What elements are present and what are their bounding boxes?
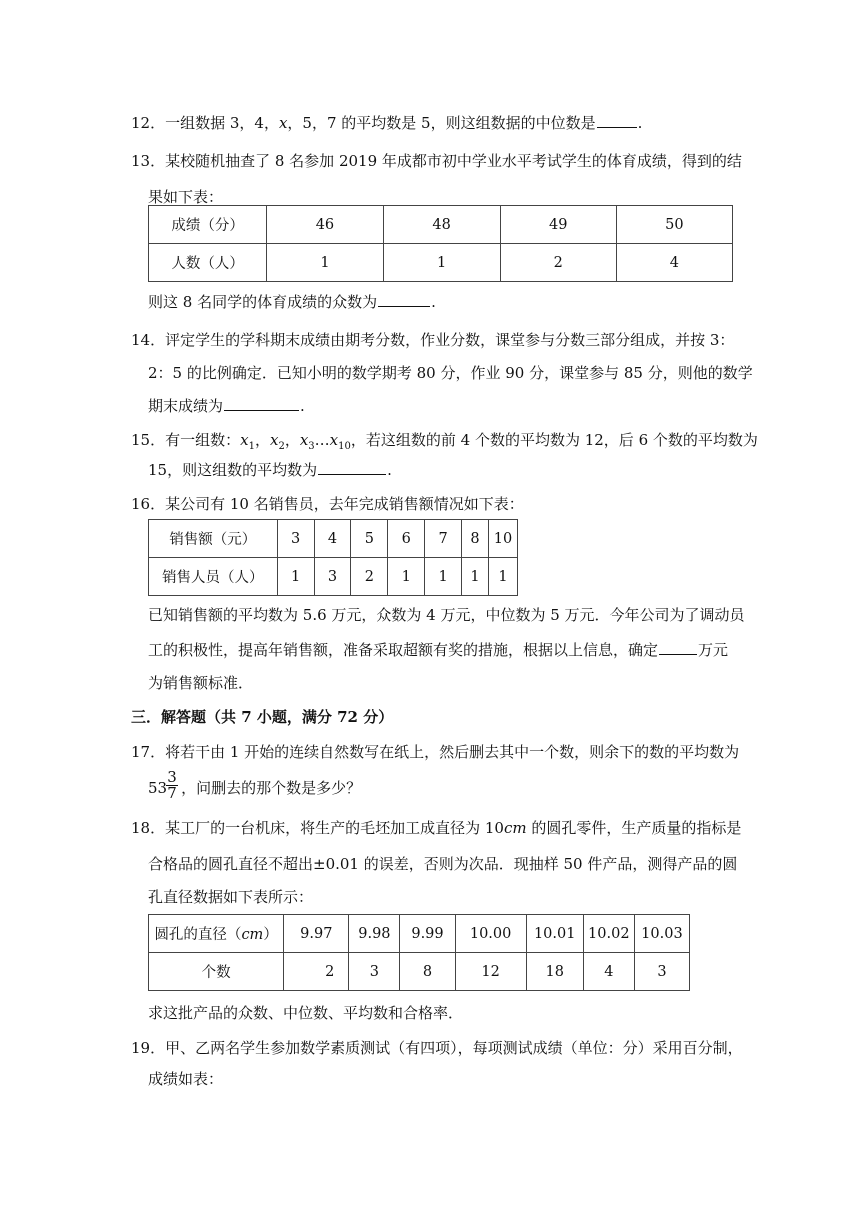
question-14: 14．评定学生的学科期末成绩由期考分数，作业分数，课堂参与分数三部分组成，并按 3： — [131, 331, 735, 349]
question-16: 16．某公司有 10 名销售员，去年完成销售额情况如下表： — [131, 495, 524, 513]
question-19-line2: 成绩如表： — [148, 1070, 224, 1088]
question-15-line2: 15，则这组数的平均数为 . — [148, 461, 392, 479]
question-number: 18． — [131, 819, 166, 837]
question-13-line2: 果如下表： — [148, 188, 224, 206]
question-number: 15． — [131, 431, 166, 449]
diameter-table — [148, 914, 690, 991]
answer-blank — [224, 396, 299, 411]
question-15: 15．有一组数：$x_1$，$x_2$，$x_3\dots x_{10}$，若这组数的前 4 个数的平均数为 12，后 6 个数的平均数为 — [131, 431, 758, 452]
table-row: 成绩（分） 46 48 49 50 — [149, 206, 733, 244]
question-number: 17． — [131, 743, 166, 761]
answer-blank — [318, 460, 386, 475]
table-row: 销售人员（人） 1 3 2 1 1 1 1 — [149, 558, 518, 596]
answer-blank — [597, 113, 637, 128]
fraction: $\frac{3}{7}$ — [167, 768, 177, 802]
sales-table — [148, 519, 518, 596]
question-16-after1: 已知销售额的平均数为 5.6 万元，众数为 4 万元，中位数为 5 万元．今年公司为了调动员 — [148, 606, 745, 624]
answer-blank — [659, 640, 697, 655]
table-row: 人数（人） 1 1 2 4 — [149, 244, 733, 282]
question-18-after: 求这批产品的众数、中位数、平均数和合格率． — [148, 1004, 464, 1022]
question-14-line2: 2：5 的比例确定．已知小明的数学期考 80 分，作业 90 分，课堂参与 85 分，则他的数学 — [148, 364, 753, 382]
question-14-line3: 期末成绩为 . — [148, 397, 305, 415]
question-13: 13．某校随机抽查了 8 名参加 2019 年成都市初中学业水平考试学生的体育成绩，得到的结 — [131, 152, 742, 170]
question-19: 19．甲、乙两名学生参加数学素质测试（有四项），每项测试成绩（单位：分）采用百分制， — [131, 1039, 743, 1057]
question-13-after: 则这 8 名同学的体育成绩的众数为 . — [148, 293, 436, 311]
question-12: 12．一组数据 3，4，x，5，7 的平均数是 5，则这组数据的中位数是 . — [131, 114, 643, 132]
question-number: 13． — [131, 152, 166, 170]
question-18: 18．某工厂的一台机床，将生产的毛坯加工成直径为 10cm 的圆孔零件，生产质量的指标是 — [131, 819, 742, 837]
answer-blank — [378, 292, 430, 307]
question-number: 19． — [131, 1039, 166, 1057]
section-heading: 三．解答题（共 7 小题，满分 72 分） — [131, 708, 394, 726]
question-17-line2: 53 ，问删去的那个数是多少？ — [148, 779, 362, 797]
question-number: 14． — [131, 331, 166, 349]
table-row: 个数 2 3 8 12 18 4 3 — [149, 953, 690, 991]
question-16-after3: 为销售额标准． — [148, 674, 254, 692]
table-row: 销售额（元） 3 4 5 6 7 8 10 — [149, 520, 518, 558]
question-number: 16． — [131, 495, 166, 513]
question-18-line2: 合格品的圆孔直径不超出±0.01 的误差，否则为次品．现抽样 50 件产品，测得产品的圆 — [148, 855, 738, 873]
question-17: 17．将若干由 1 开始的连续自然数写在纸上，然后删去其中一个数，则余下的数的平均数为 — [131, 743, 740, 761]
table-row: 圆孔的直径（cm） 9.97 9.98 9.99 10.00 10.01 10.02 10.03 — [149, 915, 690, 953]
question-16-after2: 工的积极性，提高年销售额，准备采取超额有奖的措施，根据以上信息，确定 万元 — [148, 641, 729, 659]
score-table — [148, 205, 733, 282]
question-18-line3: 孔直径数据如下表所示： — [148, 888, 314, 906]
question-number: 12． — [131, 114, 166, 132]
